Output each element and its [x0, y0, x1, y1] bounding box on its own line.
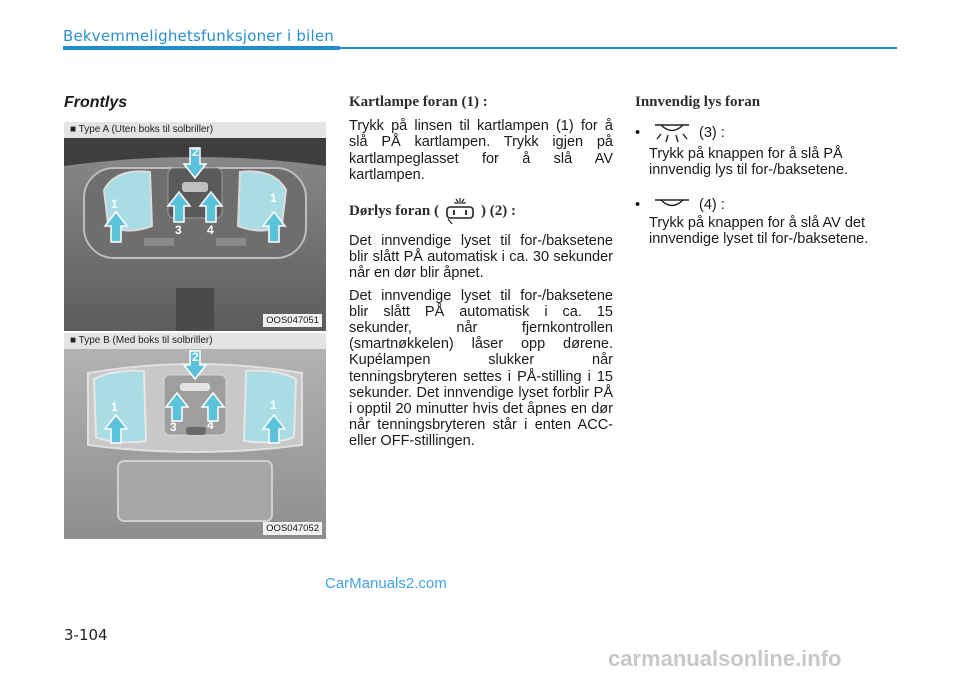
figure-a-code: OOS047051 — [263, 314, 322, 327]
callout-2: 2 — [192, 350, 199, 364]
page-title: Frontlys — [64, 94, 128, 111]
header-rule-thin — [340, 47, 897, 49]
callout-1-left: 1 — [111, 400, 118, 414]
bullet-dot: • — [635, 196, 641, 213]
figure-a-illustration — [64, 138, 326, 331]
footer-watermark: carmanualsonline.info — [608, 646, 842, 671]
page-number: 3-104 — [64, 626, 108, 644]
door-light-heading-post: ) (2) : — [481, 202, 516, 219]
callout-1-left: 1 — [111, 197, 118, 211]
bullet-4-tag: (4) : — [699, 196, 725, 213]
callout-3: 3 — [170, 420, 177, 434]
door-light-text-2: Det innvendige lyset til for-/baksetene blir slått PÅ automatisk i ca. 15 sekunder, når fjernkontrollen (smartnøkkelen) låser opp dørene. Kupélampen slukker når tenningsbryteren settes i PÅ-stilling i 15 sekunder. Det innvendige lyset forblir PÅ i opptil 20 minutter hvis det åpnes en dør når tenningsbryteren står i enten ACC- eller OFF-stillingen. — [349, 287, 613, 450]
watermark-link[interactable]: CarManuals2.com — [325, 575, 447, 592]
figure-b — [64, 349, 326, 539]
interior-light-heading: Innvendig lys foran — [635, 94, 761, 110]
callout-4: 4 — [207, 223, 214, 237]
figure-b-code: OOS047052 — [263, 522, 322, 535]
middle-column — [349, 94, 613, 450]
bullet-dot: • — [635, 125, 641, 142]
door-light-heading-pre: Dørlys foran ( — [349, 202, 439, 219]
section-header: Bekvemmelighetsfunksjoner i bilen — [63, 27, 334, 45]
header-rule-thick — [63, 46, 340, 50]
door-light-heading — [349, 197, 613, 225]
figure-a — [64, 138, 326, 331]
bullet-3-text: Trykk på knappen for å slå PÅ innvendig lys til for-/baksetene. — [649, 146, 849, 179]
right-column — [635, 94, 897, 247]
bullet-row-4 — [635, 197, 897, 213]
bullet-row-3 — [635, 122, 897, 144]
callout-3: 3 — [175, 223, 182, 237]
callout-4: 4 — [207, 418, 214, 432]
figure-b-label: ■ Type B (Med boks til solbriller) — [64, 333, 326, 349]
callout-1-right: 1 — [270, 398, 277, 412]
figure-a-label: ■ Type A (Uten boks til solbriller) — [64, 122, 326, 138]
figure-b-illustration — [64, 349, 326, 539]
bullet-4-text: Trykk på knappen for å slå AV det innvendige lyset til for-/baksetene. — [649, 214, 869, 248]
map-lamp-heading: Kartlampe foran (1) : — [349, 94, 488, 110]
callout-1-right: 1 — [270, 191, 277, 205]
interior-light-off-icon — [649, 197, 695, 213]
door-light-icon — [442, 197, 478, 225]
interior-light-on-icon — [649, 122, 695, 144]
map-lamp-text: Trykk på linsen til kartlampen (1) for å slå PÅ kartlampen. Trykk igjen på kartlampeglasset for å slå AV kartlampen. — [349, 118, 613, 183]
callout-2: 2 — [192, 145, 199, 159]
door-light-text-1: Det innvendige lyset til for-/baksetene blir slått PÅ automatisk i ca. 30 sekunder når en dør blir åpnet. — [349, 233, 613, 282]
bullet-3-tag: (3) : — [699, 125, 725, 142]
